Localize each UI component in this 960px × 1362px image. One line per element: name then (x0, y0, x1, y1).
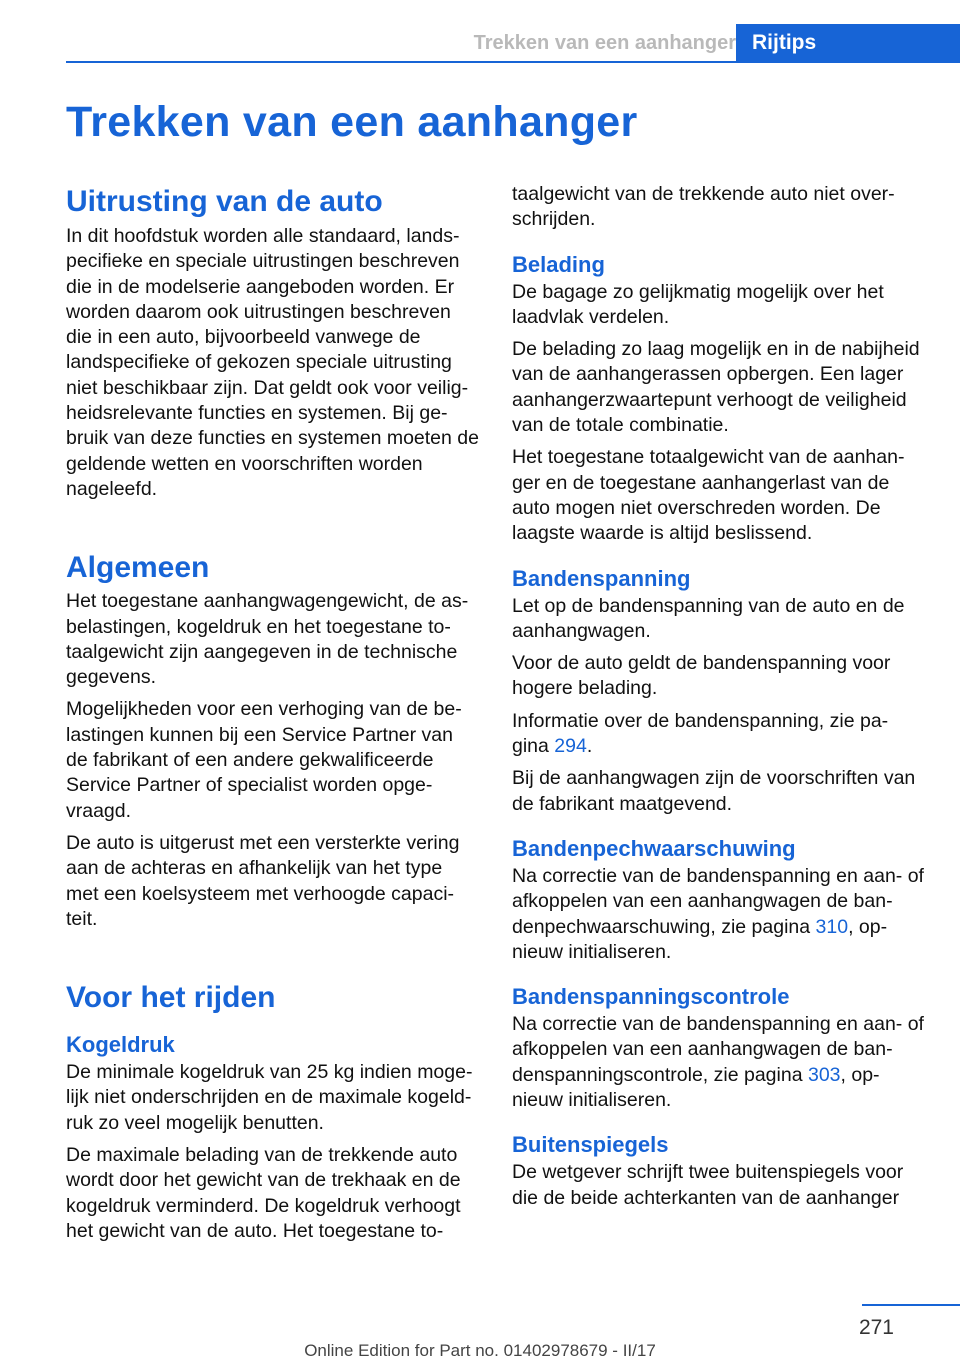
paragraph-algemeen-3: De auto is uitgerust met een versterkte vering aan de achteras en afhankelijk van het type met een koelsysteem met verhoogde capaci- teit. (66, 831, 460, 930)
paragraph-belading-1: De bagage zo gelijkmatig mogelijk over het laadvlak verdelen. (512, 280, 884, 328)
text-segment: Informatie over de bandenspanning, zie pa- gina (512, 709, 889, 758)
page-title: Trekken van een aanhanger (66, 98, 638, 146)
header-section-title: Trekken van een aanhanger (473, 32, 736, 54)
paragraph-kogeldruk-1: De minimale kogeldruk van 25 kg indien moge- lijk niet onderschrijden en de maximale kogeld- ruk zo veel mogelijk benutten. (66, 1061, 473, 1134)
paragraph-buitenspiegels: De wetgever schrijft twee buitenspiegels voor die de beide achterkanten van de aanhanger (512, 1161, 904, 1209)
heading-bandenspanningscontrole: Bandenspanningscontrole (512, 984, 790, 1010)
heading-buitenspiegels: Buitenspiegels (512, 1132, 669, 1158)
footer-divider (862, 1304, 960, 1306)
paragraph-bandenspanning-2: Voor de auto geldt de bandenspanning voor hogere belading. (512, 652, 891, 700)
heading-kogeldruk: Kogeldruk (66, 1032, 175, 1058)
heading-algemeen: Algemeen (66, 551, 210, 585)
paragraph-algemeen-1: Het toegestane aanhangwagengewicht, de as- belastingen, kogeldruk en het toegestane to- taalgewicht zijn aangegeven in de technische gegevens. (66, 590, 469, 689)
left-column (66, 182, 480, 1244)
paragraph-bandenpechwaarschuwing (512, 864, 930, 965)
paragraph-bandenspanning-4: Bij de aanhangwagen zijn de voorschriften van de fabrikant maatgevend. (512, 767, 916, 815)
page-link-310[interactable]: 310 (815, 915, 849, 938)
paragraph-bandenspanningscontrole (512, 1012, 930, 1113)
footer-edition: Online Edition for Part no. 01402978679 - II/17 (304, 1341, 656, 1360)
heading-bandenspanning: Bandenspanning (512, 565, 691, 591)
paragraph-bandenspanning-1: Let op de bandenspanning van de auto en de aanhangwagen. (512, 594, 905, 642)
paragraph-continued: taalgewicht van de trekkende auto niet over- schrijden. (512, 183, 895, 231)
paragraph-belading-3: Het toegestane totaalgewicht van de aanhan- ger en de toegestane aanhangerlast van de auto mogen niet overschreden worden. De laagste waarde is altijd beslissend. (512, 446, 905, 545)
page-link-294[interactable]: 294 (554, 735, 587, 758)
header-divider (66, 61, 960, 63)
heading-bandenpechwaarschuwing: Bandenpechwaarschuwing (512, 835, 796, 861)
heading-voor-het-rijden: Voor het rijden (66, 981, 276, 1015)
paragraph-uitrusting: In dit hoofdstuk worden alle standaard, lands- pecifieke en speciale uitrustingen beschreven die in de modelserie aangeboden worden. Er worden daarom ook uitrustingen beschreven die in een auto, bijvoorbeeld vanwege de landspecifieke of gekozen speciale uitrusting niet beschikbaar zijn. Dat geldt ook voor veilig- heidsrelevante functies en systemen. Bij ge- bruik van deze functies en systemen moeten de geldende wetten en voorschriften worden nageleefd. (66, 225, 479, 500)
paragraph-bandenspanning-3 (512, 709, 930, 760)
paragraph-kogeldruk-2: De maximale belading van de trekkende auto wordt door het gewicht van de trekhaak en de kogeldruk verminderd. De kogeldruk verhoogt het gewicht van de auto. Het toegestane to- (66, 1144, 461, 1242)
page-header (66, 24, 960, 62)
paragraph-belading-2: De belading zo laag mogelijk en in de nabijheid van de aanhangerassen opbergen. Een lager aanhangerzwaartepunt verhoogt de veiligheid van de totale combinatie. (512, 338, 920, 437)
text-segment: , op- nieuw initialiseren. (512, 915, 888, 963)
header-chapter-tab[interactable]: Rijtips (736, 24, 960, 62)
right-column (512, 182, 930, 1211)
heading-uitrusting: Uitrusting van de auto (66, 185, 383, 218)
paragraph-algemeen-2: Mogelijkheden voor een verhoging van de be- lastingen kunnen bij een Service Partner van de fabrikant of een andere gekwalificeerde Service Partner of specialist worden opge- vraagd. (66, 698, 462, 822)
page-number: 271 (858, 1316, 894, 1339)
page-link-303[interactable]: 303 (807, 1063, 841, 1086)
heading-belading: Belading (512, 251, 605, 277)
text-segment: , op- nieuw initialiseren. (512, 1063, 880, 1112)
text-segment: . (586, 735, 593, 758)
text-segment: Na correctie van de bandenspanning en aan- of afkoppelen van een aanhangwagen de ban- denspanningscontrole, zie pagina (512, 1013, 924, 1086)
text-segment: Na correctie van de bandenspanning en aan- of afkoppelen van een aanhangwagen de ban- denpechwaarschuwing, zie pagina (512, 864, 924, 938)
